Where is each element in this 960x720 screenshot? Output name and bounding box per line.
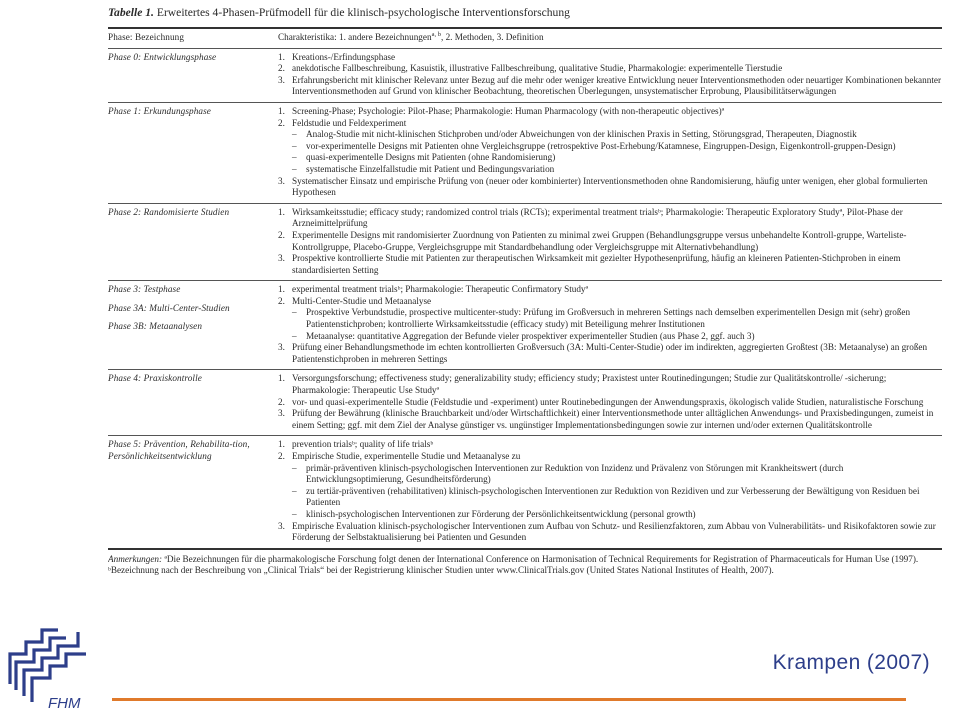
sub-item bbox=[278, 164, 942, 176]
dash-marker: – bbox=[292, 152, 297, 163]
item-number: 3. bbox=[278, 342, 285, 353]
table-row bbox=[108, 49, 942, 102]
item-number: 1. bbox=[278, 206, 285, 217]
footer-accent-line bbox=[112, 698, 906, 701]
item-number: 1. bbox=[278, 51, 285, 62]
sub-item bbox=[278, 331, 942, 343]
numbered-item bbox=[278, 439, 942, 451]
table-row bbox=[108, 436, 942, 547]
numbered-item bbox=[278, 296, 942, 308]
numbered-item bbox=[278, 52, 942, 64]
numbered-item bbox=[278, 253, 942, 276]
item-number: 2. bbox=[278, 63, 285, 74]
sub-item bbox=[278, 463, 942, 486]
item-text: Erfahrungsbericht mit klinischer Relevanz unter Bezug auf die mehr oder weniger kreative Entwicklung neuer Interventionsmethoden oder neuartiger Kombinationen bekannter Interventionsmethoden auf Grund von klinischer Beobachtung, theoretischen Überlegungen, unsystematischer Erprobung, Plausibilitätserwägungen bbox=[292, 74, 942, 97]
phase-cell bbox=[108, 284, 278, 365]
numbered-item bbox=[278, 207, 942, 230]
logo-text: FHM bbox=[48, 695, 81, 712]
characteristics-cell bbox=[278, 207, 942, 277]
item-text: Kreations-/Erfindungsphase bbox=[292, 51, 396, 62]
dash-marker: – bbox=[292, 508, 297, 519]
phase-name: Phase 4: Praxiskontrolle bbox=[108, 373, 202, 384]
item-text: anekdotische Fallbeschreibung, Kasuistik, illustrative Fallbeschreibung, qualitative Studie, Pharmakologie: experimentelle Tierstudie bbox=[292, 63, 783, 74]
numbered-item bbox=[278, 75, 942, 98]
table-row bbox=[108, 204, 942, 281]
phase-name: Phase 5: Prävention, Rehabilita-tion, Persönlichkeitsentwicklung bbox=[108, 439, 250, 461]
item-text: Screening-Phase; Psychologie: Pilot-Phase; Pharmakologie: Human Pharmacology (with non-therapeutic objectives)ª bbox=[292, 105, 725, 116]
phase-cell bbox=[108, 373, 278, 431]
table-title-label: Tabelle 1. bbox=[108, 6, 154, 19]
numbered-item bbox=[278, 373, 942, 396]
sub-item bbox=[278, 129, 942, 141]
characteristics-cell bbox=[278, 106, 942, 199]
phase-name: Phase 2: Randomisierte Studien bbox=[108, 206, 230, 217]
notes-text: ªDie Bezeichnungen für die pharmakologische Forschung folgt denen der International Conference on Harmonisation of Technical Requirements for Registration of Pharmaceuticals for Human Use (1997). ᵇBezeichnung nach der Beschreibung von „Clinical Trials“ bei der Registrierung klinischer Studien unter www.ClinicalTrials.gov (United States National Institutes of Health, 2007). bbox=[108, 553, 919, 576]
item-text: Empirische Evaluation klinisch-psychologischer Interventionen zum Aufbau von Schutz- und Resilienzfaktoren, zum Abbau von Vulnerabilitäts- und Risikofaktoren sowie zur Förderung der Selbstaktualisierung bei Patienten und Gesunden bbox=[292, 520, 936, 543]
numbered-item bbox=[278, 230, 942, 253]
table-title-text: Erweitertes 4-Phasen-Prüfmodell für die klinisch-psychologische Interventionsforschung bbox=[156, 6, 570, 19]
numbered-item bbox=[278, 521, 942, 544]
item-number: 1. bbox=[278, 284, 285, 295]
dash-marker: – bbox=[292, 307, 297, 318]
phase-cell bbox=[108, 207, 278, 277]
header-char-post: , 2. Methoden, 3. Definition bbox=[440, 32, 544, 42]
phase-cell bbox=[108, 106, 278, 199]
item-number: 2. bbox=[278, 117, 285, 128]
item-text: Versorgungsforschung; effectiveness study; generalizability study; efficiency study; Praxistest unter Routinedingungen; Studie zur Qualitätskontrolle/ -sicherung; Pharmakologie: Therapeutic Use Studyª bbox=[292, 373, 887, 396]
characteristics-cell bbox=[278, 52, 942, 98]
sub-item bbox=[278, 141, 942, 153]
phase-name: Phase 1: Erkundungsphase bbox=[108, 105, 211, 116]
dash-marker: – bbox=[292, 140, 297, 151]
phase-cell bbox=[108, 439, 278, 543]
item-text: Empirische Studie, experimentelle Studie und Metaanalyse zu bbox=[292, 451, 521, 461]
notes-label: Anmerkungen: bbox=[108, 553, 163, 564]
item-text: Prospektive kontrollierte Studie mit Patienten zur therapeutischen Wirksamkeit mit gezielter Hypothesenprüfung, häufig an kleineren Patienten-Stichproben in einem standardisierten Setting bbox=[292, 253, 901, 275]
table-title bbox=[108, 6, 942, 20]
item-number: 1. bbox=[278, 105, 285, 116]
item-text: Wirksamkeitsstudie; efficacy study; randomized control trials (RCTs); experimental treatment trialsᵇ; Pharmakologie: Therapeutic Exploratory Studyª, Pilot-Phase der Arzneimittelprüfung bbox=[292, 206, 903, 229]
numbered-item bbox=[278, 284, 942, 296]
table-header-row bbox=[108, 29, 942, 48]
numbered-item bbox=[278, 106, 942, 118]
sub-item-text: primär-präventiven klinisch-psychologischen Interventionen zur Reduktion von Inzidenz und Prävalenz von Störungen mit Krankheitswert (durch Entwicklungsoptimierung, Gesundheitsförderung) bbox=[306, 462, 844, 485]
item-text: Prüfung einer Behandlungsmethode im echten kontrollierten Großversuch (3A: Multi-Center-Studie) oder im indirekten, aggregierten Großtest (3B: Metaanalyse) an großen Patientenstichproben in mehreren Settings bbox=[292, 342, 928, 364]
numbered-item bbox=[278, 118, 942, 130]
sub-item bbox=[278, 509, 942, 521]
item-text: Systematischer Einsatz und empirische Prüfung von (neuer oder kombinierter) Interventionsmethoden ohne Randomisierung, häufig unter wenigen, eher global formulierten Hypothesen bbox=[292, 175, 928, 198]
item-number: 2. bbox=[278, 229, 285, 240]
sub-item-text: systematische Einzelfallstudie mit Patient und Bedingungsvariation bbox=[306, 163, 555, 174]
sub-item-text: Prospektive Verbundstudie, prospective multicenter-study: Prüfung im Großversuch in mehreren Settings nach demselben experimentellen Design mit (sehr) großen Patientenstichproben; kontrollierte Wirksamkeitsstudie (efficacy study) mit Beteiligung mehrer Institutionen bbox=[306, 307, 911, 330]
phase-name: Phase 0: Entwicklungsphase bbox=[108, 51, 217, 62]
numbered-item bbox=[278, 342, 942, 365]
phase-name: Phase 3B: Metaanalysen bbox=[108, 321, 203, 332]
item-text: prevention trialsᵇ; quality of life trialsᵇ bbox=[292, 439, 434, 450]
sub-item-text: quasi-experimentelle Designs mit Patienten (ohne Randomisierung) bbox=[306, 152, 556, 163]
numbered-item bbox=[278, 451, 942, 463]
sub-item bbox=[278, 152, 942, 164]
numbered-item bbox=[278, 176, 942, 199]
sub-item-text: vor-experimentelle Designs mit Patienten ohne Vergleichsgruppe (retrospektive Post-Erhebung/Katamnese, Eingruppen-Design, Eigenkontroll-gruppen-Design) bbox=[306, 140, 896, 151]
sub-item-text: zu tertiär-präventiven (rehabilitativen) klinisch-psychologischen Interventionen zur Reduktion von Rezidiven und zur Verbesserung der Bewältigung von Residuen bei Patienten bbox=[306, 485, 920, 508]
header-char-pre: Charakteristika: 1. andere Bezeichnungen bbox=[278, 32, 432, 42]
item-number: 2. bbox=[278, 396, 285, 407]
item-text: Prüfung der Bewährung (klinische Brauchbarkeit und/oder Wirtschaftlichkeit) einer Interventionsmethode unter alltäglichen Anwendungs- und Praxisbedingungen, zumeist in einem Setting; ggf. mit dem Ziel der Analyse günstiger vs. ungünstiger Implementationsbedingungen sowie zur internen und/oder externen Qualitätskontrolle bbox=[292, 408, 934, 430]
sub-item bbox=[278, 307, 942, 330]
numbered-item bbox=[278, 408, 942, 431]
sub-item-text: Analog-Studie mit nicht-klinischen Stichproben und/oder Abweichungen von der klinischen Praxis in Setting, Störungsgrad, Therapeuten, Diagnostik bbox=[306, 129, 857, 140]
dash-marker: – bbox=[292, 129, 297, 140]
item-number: 1. bbox=[278, 373, 285, 384]
item-number: 3. bbox=[278, 520, 285, 531]
header-phase: Phase: Bezeichnung bbox=[108, 32, 185, 42]
fhm-logo bbox=[6, 624, 92, 716]
dash-marker: – bbox=[292, 462, 297, 473]
item-number: 3. bbox=[278, 74, 285, 85]
item-text: Feldstudie und Feldexperiment bbox=[292, 117, 407, 128]
numbered-item bbox=[278, 63, 942, 75]
characteristics-cell bbox=[278, 373, 942, 431]
phase-cell bbox=[108, 52, 278, 98]
citation-text: Krampen (2007) bbox=[772, 651, 930, 674]
item-text: experimental treatment trialsᵇ; Pharmakologie: Therapeutic Confirmatory Studyª bbox=[292, 284, 589, 295]
item-number: 3. bbox=[278, 253, 285, 264]
phase-name: Phase 3A: Multi-Center-Studien bbox=[108, 302, 230, 313]
item-number: 1. bbox=[278, 439, 285, 450]
numbered-item bbox=[278, 397, 942, 409]
header-characteristics bbox=[278, 32, 942, 44]
item-number: 2. bbox=[278, 451, 285, 461]
dash-marker: – bbox=[292, 330, 297, 341]
item-text: vor- und quasi-experimentelle Studie (Feldstudie und -experiment) unter Routinebedingungen der Anwendungspraxis, ökologisch valide Studien, naturalistische Forschung bbox=[292, 396, 924, 407]
table-body bbox=[108, 48, 942, 548]
item-number: 3. bbox=[278, 408, 285, 419]
sub-item-text: Metaanalyse: quantitative Aggregation der Befunde vieler prospektiver experimenteller Studien (aus Phase 2, ggf. auch 3) bbox=[306, 330, 755, 341]
header-char-sup: a, b bbox=[431, 30, 441, 38]
sub-item bbox=[278, 486, 942, 509]
dash-marker: – bbox=[292, 485, 297, 496]
table-row bbox=[108, 370, 942, 435]
table-row bbox=[108, 281, 942, 369]
characteristics-cell bbox=[278, 439, 942, 543]
characteristics-cell bbox=[278, 284, 942, 365]
table-row bbox=[108, 103, 942, 203]
item-number: 2. bbox=[278, 295, 285, 306]
dash-marker: – bbox=[292, 163, 297, 174]
item-text: Experimentelle Designs mit randomisierter Zuordnung von Patienten zu minimal zwei Gruppen (Behandlungsgruppe versus unbehandelte Kontroll-gruppe, Warteliste-Kontrollgruppe, Placebo-Gruppe, Vergleichsgruppe mit Standardbehandlung oder Vergleichsgruppe mit Alternativbehandlung) bbox=[292, 229, 907, 252]
phase-name: Phase 3: Testphase bbox=[108, 284, 181, 295]
item-text: Multi-Center-Studie und Metaanalyse bbox=[292, 295, 432, 306]
table-notes bbox=[108, 550, 942, 577]
item-number: 3. bbox=[278, 175, 285, 186]
sub-item-text: klinisch-psychologischen Interventionen zur Förderung der Persönlichkeitsentwicklung (personal growth) bbox=[306, 508, 696, 519]
document-page bbox=[108, 6, 942, 632]
